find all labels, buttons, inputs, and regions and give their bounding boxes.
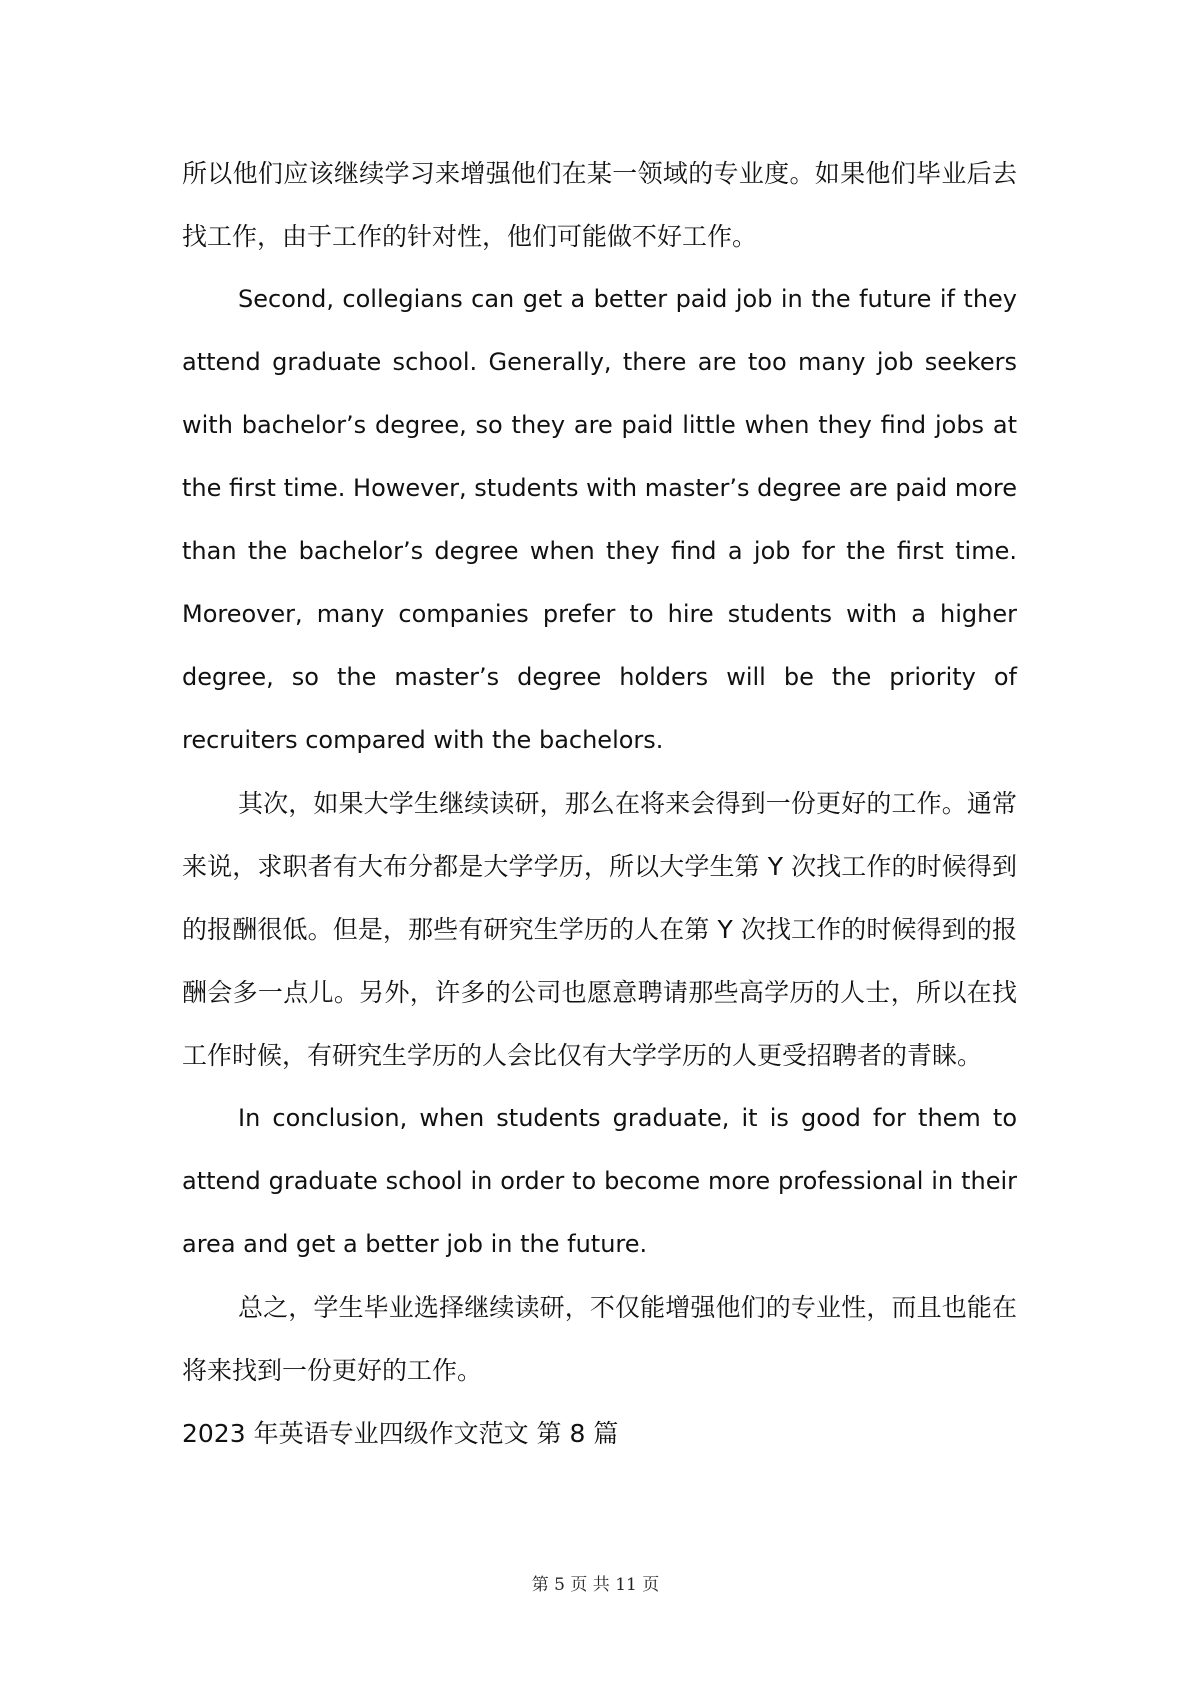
paragraph-zh-second: 其次，如果大学生继续读研，那么在将来会得到一份更好的工作。通常来说，求职者有大布分都是大学学历，所以大学生第 Y 次找工作的时候得到的报酬很低。但是，那些有研究生学历的人在第 Y 次找工作的时候得到的报酬会多一点儿。另外，许多的公司也愿意聘请那些高学历的人士，所以在找工作时候，有研究生学历的人会比仅有大学学历的人更受招聘者的青睐。 <box>182 789 1017 1070</box>
section-heading: 2023 年英语专业四级作文范文 第 8 篇 <box>182 1419 619 1448</box>
document-body <box>182 142 1017 1465</box>
paragraph-zh-conclusion: 总之，学生毕业选择继续读研，不仅能增强他们的专业性，而且也能在将来找到一份更好的工作。 <box>182 1293 1017 1385</box>
paragraph-en-second: Second, collegians can get a better paid job in the future if they attend graduate school. Generally, there are too many job seekers with bachelor’s degree, so they are paid little when they find jobs at the first time. However, students with master’s degree are paid more than the bachelor’s degree when they find a job for the first time. Moreover, many companies prefer to hire students with a higher degree, so the master’s degree holders will be the priority of recruiters compared with the bachelors. <box>182 285 1017 754</box>
paragraph-zh-continued: 所以他们应该继续学习来增强他们在某一领域的专业度。如果他们毕业后去找工作，由于工作的针对性，他们可能做不好工作。 <box>182 159 1017 251</box>
page-footer: 第 5 页 共 11 页 <box>531 1575 660 1595</box>
paragraph-en-conclusion: In conclusion, when students graduate, it is good for them to attend graduate school in order to become more professional in their area and get a better job in the future. <box>182 1104 1017 1258</box>
